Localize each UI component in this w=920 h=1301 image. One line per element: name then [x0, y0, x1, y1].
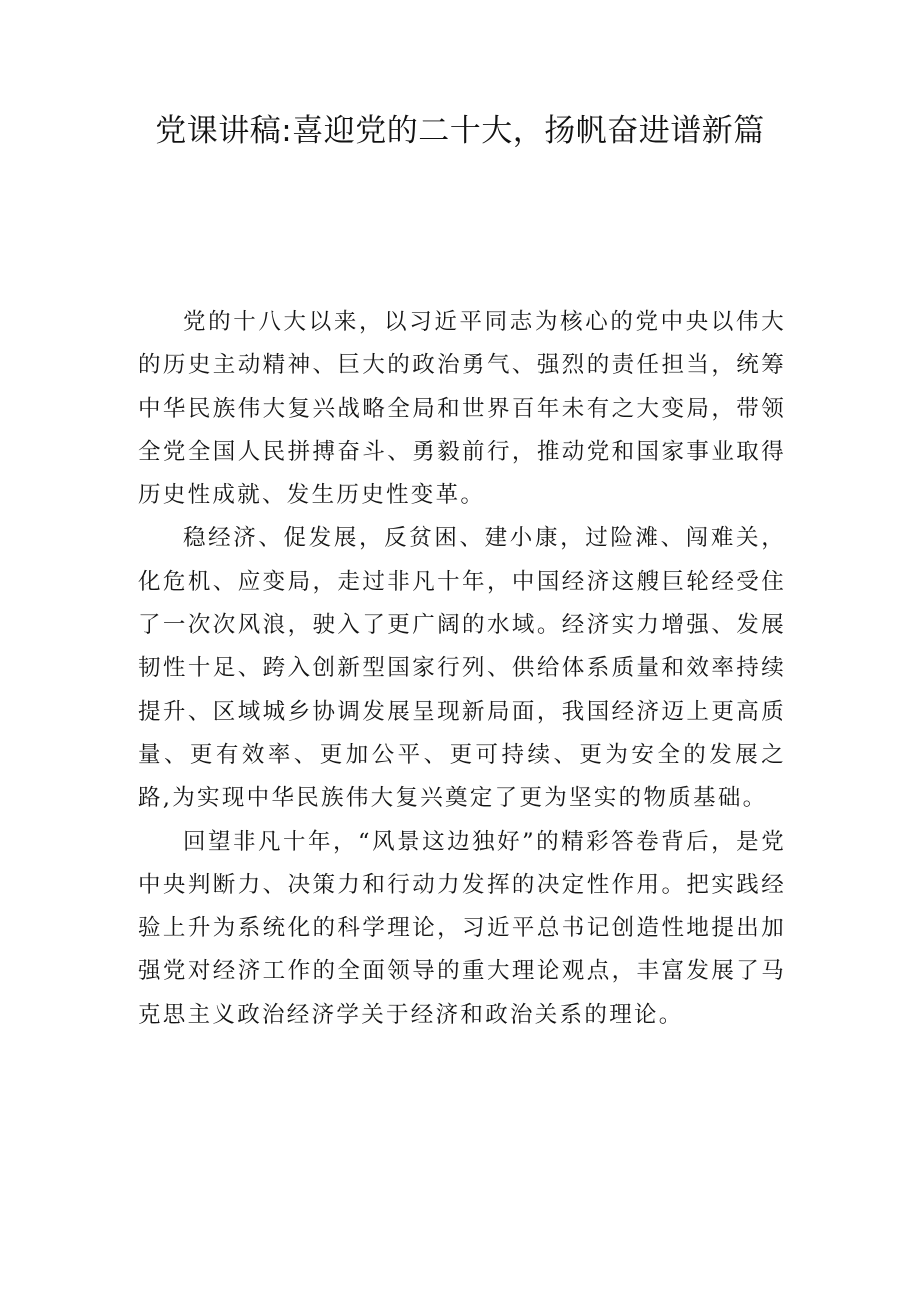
document-title: 党课讲稿:喜迎党的二十大，扬帆奋进谱新篇: [155, 113, 765, 149]
document-body: [138, 301, 786, 1037]
paragraph-2: 稳经济、促发展，反贫困、建小康，过险滩、闯难关，化危机、应变局，走过非凡十年，中国经济这艘巨轮经受住了一次次风浪，驶入了更广阔的水域。经济实力增强、发展韧性十足、跨入创新型国家行列、供给体系质量和效率持续提升、区域城乡协调发展呈现新局面，我国经济迈上更高质量、更有效率、更加公平、更可持续、更为安全的发展之路,为实现中华民族伟大复兴奠定了更为坚实的物质基础。: [138, 525, 786, 812]
paragraph-1: 党的十八大以来，以习近平同志为核心的党中央以伟大的历史主动精神、巨大的政治勇气、强烈的责任担当，统筹中华民族伟大复兴战略全局和世界百年未有之大变局，带领全党全国人民拼搏奋斗、勇毅前行，推动党和国家事业取得历史性成就、发生历史性变革。: [138, 309, 786, 509]
paragraph-3: 回望非凡十年，“风景这边独好”的精彩答卷背后，是党中央判断力、决策力和行动力发挥的决定性作用。把实践经验上升为系统化的科学理论，习近平总书记创造性地提出加强党对经济工作的全面领导的重大理论观点，丰富发展了马克思主义政治经济学关于经济和政治关系的理论。: [138, 828, 786, 1028]
